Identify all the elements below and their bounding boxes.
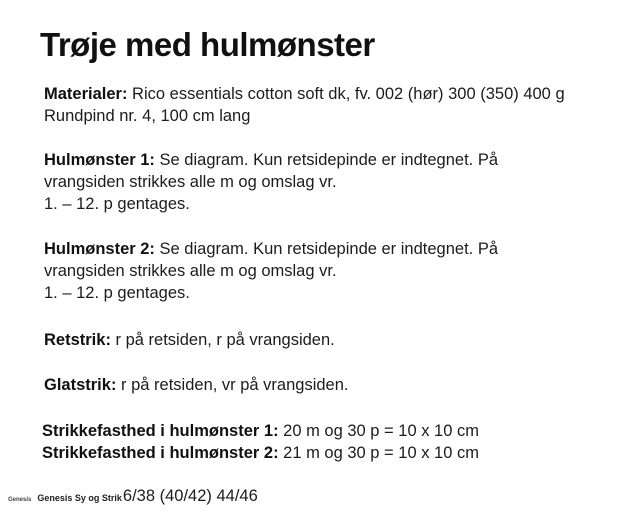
- materials-text: Rico essentials cotton soft dk, fv. 002 (hør) 300 (350) 400 g: [132, 85, 565, 103]
- hulmonster-2-line-2: vrangsiden strikkes alle m og omslag vr.: [44, 262, 337, 280]
- hulmonster-1-text: Se diagram. Kun retsidepinde er indtegnet. På: [159, 151, 498, 169]
- hulmonster-2-section: [44, 238, 498, 304]
- glatstrik-section: [44, 374, 349, 396]
- strikkefasthed-1-label: Strikkefasthed i hulmønster 1:: [42, 422, 279, 440]
- materials-section: [44, 83, 565, 127]
- strikkefasthed-2-text: 21 m og 30 p = 10 x 10 cm: [283, 444, 479, 462]
- retstrik-line: [44, 329, 335, 351]
- hulmonster-1-line-3: 1. – 12. p gentages.: [44, 195, 190, 213]
- hulmonster-2-line-1: [44, 238, 498, 260]
- strikkefasthed-1-text: 20 m og 30 p = 10 x 10 cm: [283, 422, 479, 440]
- hulmonster-1-line-1: [44, 149, 498, 171]
- hulmonster-1-line-2: vrangsiden strikkes alle m og omslag vr.: [44, 173, 337, 191]
- glatstrik-line: [44, 374, 349, 396]
- strikkefasthed-section: [42, 420, 479, 464]
- genesis-logo: Genesis: [8, 497, 32, 503]
- hulmonster-2-line-3: 1. – 12. p gentages.: [44, 284, 190, 302]
- retstrik-section: [44, 329, 335, 351]
- materials-line-2: Rundpind nr. 4, 100 cm lang: [44, 107, 251, 125]
- hulmonster-2-label: Hulmønster 2:: [44, 240, 155, 258]
- footer-brand: Genesis Sy og Strik: [37, 493, 122, 503]
- hulmonster-2-text: Se diagram. Kun retsidepinde er indtegnet. På: [159, 240, 498, 258]
- glatstrik-label: Glatstrik:: [44, 376, 117, 394]
- retstrik-text: r på retsiden, r på vrangsiden.: [115, 331, 335, 349]
- materials-line-1: [44, 83, 565, 105]
- strikkefasthed-2-label: Strikkefasthed i hulmønster 2:: [42, 444, 279, 462]
- strikkefasthed-line-2: [42, 442, 479, 464]
- page-title: Trøje med hulmønster: [40, 26, 375, 63]
- materials-label: Materialer:: [44, 85, 128, 103]
- hulmonster-1-label: Hulmønster 1:: [44, 151, 155, 169]
- strikkefasthed-line-1: [42, 420, 479, 442]
- page-footer: [8, 487, 258, 506]
- glatstrik-text: r på retsiden, vr på vrangsiden.: [121, 376, 349, 394]
- hulmonster-1-section: [44, 149, 498, 215]
- footer-sizes: 6/38 (40/42) 44/46: [122, 487, 258, 505]
- retstrik-label: Retstrik:: [44, 331, 111, 349]
